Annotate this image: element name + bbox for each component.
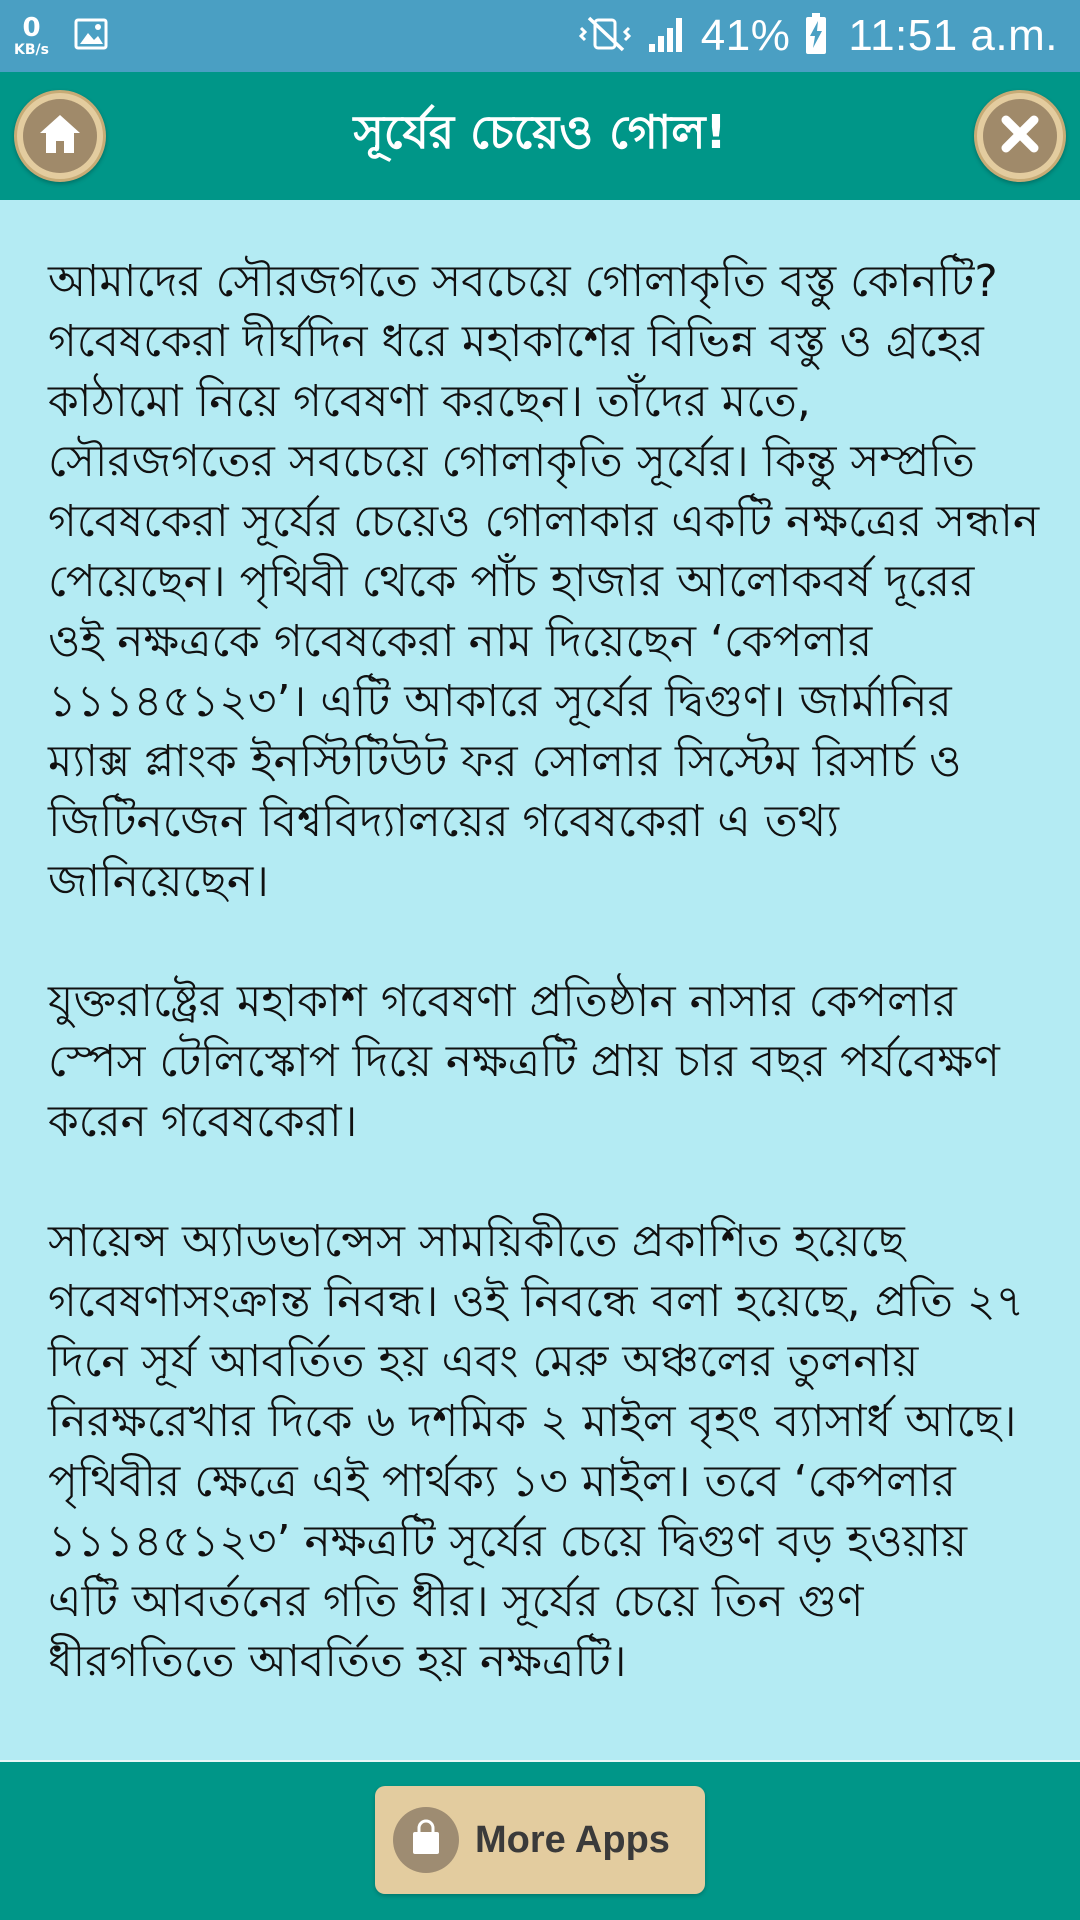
more-apps-button[interactable] bbox=[375, 1786, 705, 1894]
shopping-bag-icon-circle bbox=[393, 1807, 459, 1873]
mute-vibrate-icon bbox=[577, 14, 633, 58]
home-icon bbox=[37, 111, 83, 161]
close-button[interactable] bbox=[974, 90, 1066, 182]
status-bar bbox=[0, 0, 1080, 72]
close-icon bbox=[997, 111, 1043, 161]
shopping-bag-icon bbox=[406, 1818, 446, 1862]
battery-charging-icon bbox=[804, 12, 828, 60]
network-speed bbox=[14, 15, 49, 57]
image-icon bbox=[73, 16, 109, 56]
article-paragraph: যুক্তরাষ্ট্রের মহাকাশ গবেষণা প্রতিষ্ঠান নাসার কেপলার স্পেস টেলিস্কোপ দিয়ে নক্ষত্রটি প্রায় চার বছর পর্যবেক্ষণ করেন গবেষকেরা। bbox=[48, 976, 1000, 1147]
article-content[interactable] bbox=[0, 200, 1080, 1760]
network-speed-value: 0 bbox=[22, 13, 41, 43]
network-speed-unit: KB/s bbox=[14, 42, 49, 58]
close-button-inner bbox=[983, 99, 1057, 173]
home-button[interactable] bbox=[14, 90, 106, 182]
clock: 11:51 a.m. bbox=[848, 11, 1058, 60]
status-right bbox=[577, 0, 1058, 72]
battery-percent: 41% bbox=[700, 11, 791, 60]
home-button-inner bbox=[23, 99, 97, 173]
page-title: সূর্যের চেয়েও গোল! bbox=[353, 105, 727, 159]
app-bar bbox=[0, 72, 1080, 200]
more-apps-label: More Apps bbox=[475, 1818, 670, 1861]
bottom-bar bbox=[0, 1760, 1080, 1920]
article-paragraph: সায়েন্স অ্যাডভান্সেস সাময়িকীতে প্রকাশিত হয়েছে গবেষণাসংক্রান্ত নিবন্ধ। ওই নিবন্ধে বলা হয়েছে, প্রতি ২৭ দিনে সূর্য আবর্তিত হয় এবং মেরু অঞ্চলের তুলনায় নিরক্ষরেখার দিকে ৬ দশমিক ২ মাইল বৃহৎ ব্যাসার্ধ আছে। পৃথিবীর ক্ষেত্রে এই পার্থক্য ১৩ মাইল। তবে ‘কেপলার ১১১৪৫১২৩’ নক্ষত্রটি সূর্যের চেয়ে দ্বিগুণ বড় হওয়ায় এটি আবর্তনের গতি ধীর। সূর্যের চেয়ে তিন গুণ ধীরগতিতে আবর্তিত হয় নক্ষত্রটি। bbox=[48, 1216, 1025, 1687]
signal-icon bbox=[647, 14, 687, 58]
status-left bbox=[14, 10, 109, 62]
article-paragraph: আমাদের সৌরজগতে সবচেয়ে গোলাকৃতি বস্তু কোনটি? গবেষকেরা দীর্ঘদিন ধরে মহাকাশের বিভিন্ন বস্তু ও গ্রহের কাঠামো নিয়ে গবেষণা করছেন। তাঁদের মতে, সৌরজগতের সবচেয়ে গোলাকৃতি সূর্যের। কিন্তু সম্প্রতি গবেষকেরা সূর্যের চেয়েও গোলাকার একটি নক্ষত্রের সন্ধান পেয়েছেন। পৃথিবী থেকে পাঁচ হাজার আলোকবর্ষ দূরের ওই নক্ষত্রকে গবেষকেরা নাম দিয়েছেন ‘কেপলার ১১১৪৫১২৩’। এটি আকারে সূর্যের দ্বিগুণ। জার্মানির ম্যাক্স প্লাংক ইনস্টিটিউট ফর সোলার সিস্টেম রিসার্চ ও জিটিনজেন বিশ্ববিদ্যালয়ের গবেষকেরা এ তথ্য জানিয়েছেন। bbox=[48, 256, 1040, 907]
